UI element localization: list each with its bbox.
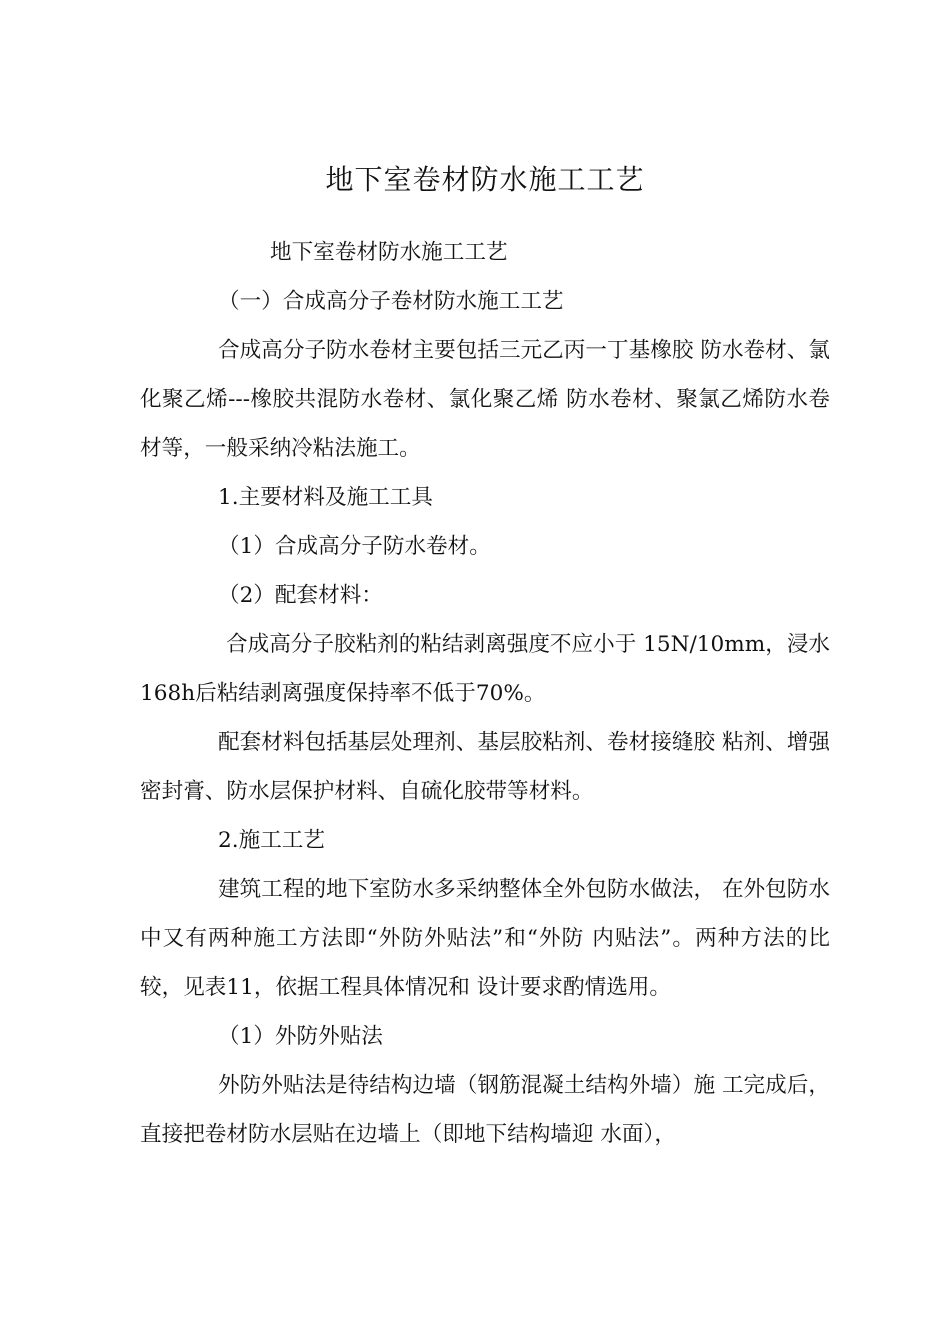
list-item: （1）合成高分子防水卷材。 — [218, 534, 491, 559]
body-paragraph: 合成高分子胶粘剂的粘结剥离强度不应小于 15N/10mm，浸水168h后粘结剥离强度保持率不低于70%。 — [140, 632, 831, 706]
subtitle-paragraph: 地下室卷材防水施工工艺 — [270, 240, 508, 265]
body-paragraph: 合成高分子防水卷材主要包括三元乙丙一丁基橡胶 防水卷材、氯化聚乙烯---橡胶共混防水卷材、氯化聚乙烯 防水卷材、聚氯乙烯防水卷材等，一般采纳冷粘法施工。 — [140, 338, 830, 461]
subsection-heading-1: 1.主要材料及施工工具 — [218, 485, 433, 510]
document-body — [140, 228, 830, 1159]
document-title: 地下室卷材防水施工工艺 — [325, 163, 645, 196]
body-paragraph: 建筑工程的地下室防水多采纳整体全外包防水做法， 在外包防水中又有两种施工方法即“外防外贴法”和“外防 内贴法”。两种方法的比较，见表11，依据工程具体情况和 设计要求酌情选用。 — [140, 877, 830, 1000]
body-paragraph: 配套材料包括基层处理剂、基层胶粘剂、卷材接缝胶 粘剂、增强密封膏、防水层保护材料、自硫化胶带等材料。 — [140, 730, 830, 804]
list-item: （2）配套材料： — [218, 583, 383, 608]
subsection-heading-2: 2.施工工艺 — [218, 828, 325, 853]
list-item: （1）外防外贴法 — [218, 1024, 383, 1049]
section-heading-1: （一）合成高分子卷材防水施工工艺 — [218, 289, 564, 314]
body-paragraph: 外防外贴法是待结构边墙（钢筋混凝土结构外墙）施 工完成后，直接把卷材防水层贴在边墙上（即地下结构墙迎 水面）， — [140, 1073, 830, 1147]
